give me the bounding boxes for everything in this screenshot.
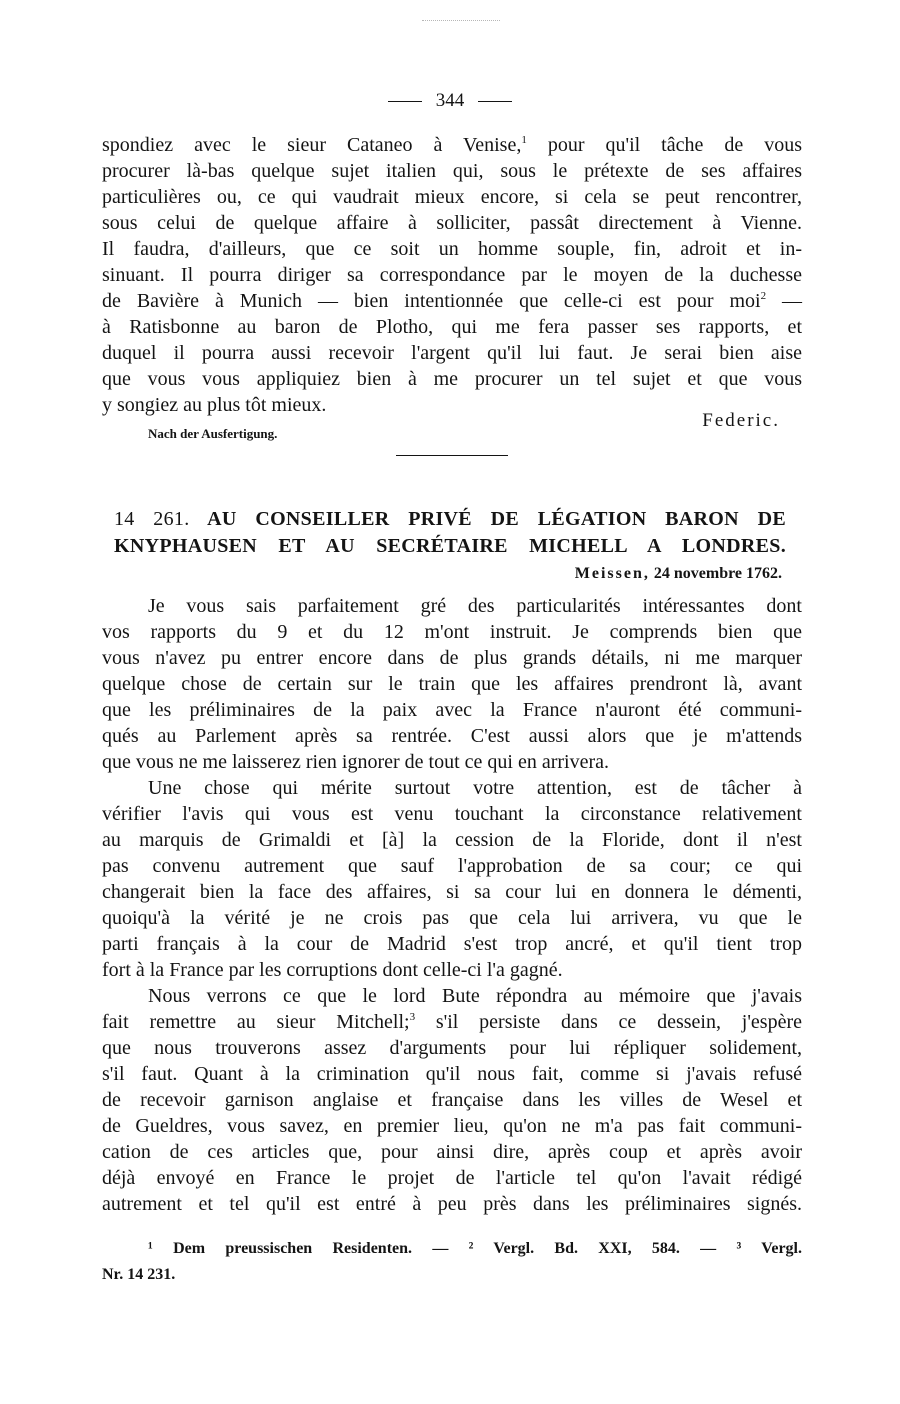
text-line: Une chose qui mérite surtout votre attention, est de tâcher à	[148, 777, 802, 799]
text-line: vous n'avez pu entrer encore dans de plus grands détails, ni me marquer	[102, 647, 802, 669]
footnote-line-1: ¹ Dem preussischen Residenten. — ² Vergl. Bd. XXI, 584. — ³ Vergl.	[148, 1240, 802, 1257]
dateline-date: 24 novembre 1762.	[653, 565, 782, 582]
text-line: que vous ne me laisserez rien ignorer de tout ce qui en arrivera.	[102, 751, 610, 773]
dateline-place: Meissen,	[574, 565, 650, 582]
footnote-marker: 1	[521, 134, 527, 146]
text-line: Nous verrons ce que le lord Bute répondra au mémoire que j'avais	[148, 985, 802, 1007]
text-line: duquel il pourra aussi recevoir l'argent qu'il lui faut. Je serai bien aise	[102, 342, 802, 364]
text-line: fait remettre au sieur Mitchell;$^3$ s'il persiste dans ce dessein, j'espère	[102, 1011, 802, 1033]
page-number-dash-left	[388, 101, 422, 102]
text-line: fort à la France par les corruptions dont celle-ci l'a gagné.	[102, 959, 563, 981]
text-line: au marquis de Grimaldi et [à] la cession de la Floride, dont il n'est	[102, 829, 802, 851]
text-line: sinuant. Il pourra diriger sa correspondance par le moyen de la duchesse	[102, 264, 802, 286]
letter-number: 14 261.	[114, 508, 190, 530]
text-line: cation de ces articles que, pour ainsi dire, après coup et après avoir	[102, 1141, 802, 1163]
text-line: parti français à la cour de Madrid s'est trop ancré, et qu'il tient trop	[102, 933, 802, 955]
letter-heading-text-1: AU CONSEILLER PRIVÉ DE LÉGATION BARON DE	[207, 508, 786, 530]
text-line: spondiez avec le sieur Cataneo à Venise,$^1$ pour qu'il tâche de vous	[102, 134, 802, 156]
text-line: s'il faut. Quant à la crimination qu'il nous fait, comme si j'avais refusé	[102, 1063, 802, 1085]
text-line: y songiez au plus tôt mieux.	[102, 394, 327, 416]
footnote-marker: 2	[760, 290, 767, 302]
text-line: de Gueldres, vous savez, en premier lieu, qu'on ne m'a pas fait communi-	[102, 1115, 802, 1137]
section-divider	[396, 455, 508, 456]
page-number	[0, 90, 900, 112]
scan-mark	[422, 20, 500, 21]
text-line: Il faudra, d'ailleurs, que ce soit un homme souple, fin, adroit et in-	[102, 238, 802, 260]
text-line: que nous trouverons assez d'arguments pour lui répliquer solidement,	[102, 1037, 802, 1059]
text-line: de recevoir garnison anglaise et française dans les villes de Wesel et	[102, 1089, 802, 1111]
letter-heading-line-1	[114, 506, 786, 533]
text-line: de Bavière à Munich — bien intentionnée que celle-ci est pour moi$^2$ —	[102, 290, 803, 312]
text-line: à Ratisbonne au baron de Plotho, qui me fera passer ses rapports, et	[102, 316, 802, 338]
text-line: sous celui de quelque affaire à solliciter, passât directement à Vienne.	[102, 212, 802, 234]
text-line: Je vous sais parfaitement gré des particularités intéressantes dont	[148, 595, 802, 617]
text-line: quelque chose de certain sur le train que les affaires prendront là, avant	[102, 673, 802, 695]
footnote-line-2: Nr. 14 231.	[102, 1266, 176, 1283]
text-line: que vous vous appliquiez bien à me procurer un tel sujet et que vous	[102, 368, 802, 390]
dateline	[440, 565, 782, 583]
text-line: pas convenu autrement que sauf l'approbation de sa cour; ce qui	[102, 855, 802, 877]
text-line: déjà envoyé en France le projet de l'article tel qu'on l'avait rédigé	[102, 1167, 802, 1189]
letter-heading-line-2: KNYPHAUSEN ET AU SECRÉTAIRE MICHELL A LONDRES.	[114, 535, 786, 557]
text-line: procurer là-bas quelque sujet italien qui, sous le prétexte de ses affaires	[102, 160, 802, 182]
page-number-dash-right	[478, 101, 512, 102]
signature: Federic.	[702, 410, 780, 431]
text-line: changerait bien la face des affaires, si sa cour lui en donnera le démenti,	[102, 881, 802, 903]
source-note: Nach der Ausfertigung.	[148, 426, 278, 441]
text-line: que les préliminaires de la paix avec la France n'auront été communi-	[102, 699, 802, 721]
footnote-marker: 3	[409, 1011, 416, 1023]
text-line: particulières ou, ce qui vaudrait mieux encore, si cela se peut rencontrer,	[102, 186, 802, 208]
text-line: vérifier l'avis qui vous est venu touchant la circonstance relativement	[102, 803, 802, 825]
text-line: vos rapports du 9 et du 12 m'ont instruit. Je comprends bien que	[102, 621, 802, 643]
text-line: autrement et tel qu'il est entré à peu près dans les préliminaires signés.	[102, 1193, 802, 1215]
text-line: quoiqu'à la vérité je ne crois pas que cela lui arrivera, vu que le	[102, 907, 802, 929]
text-line: qués au Parlement après sa rentrée. C'est aussi alors que je m'attends	[102, 725, 802, 747]
page-number-text: 344	[435, 90, 465, 111]
